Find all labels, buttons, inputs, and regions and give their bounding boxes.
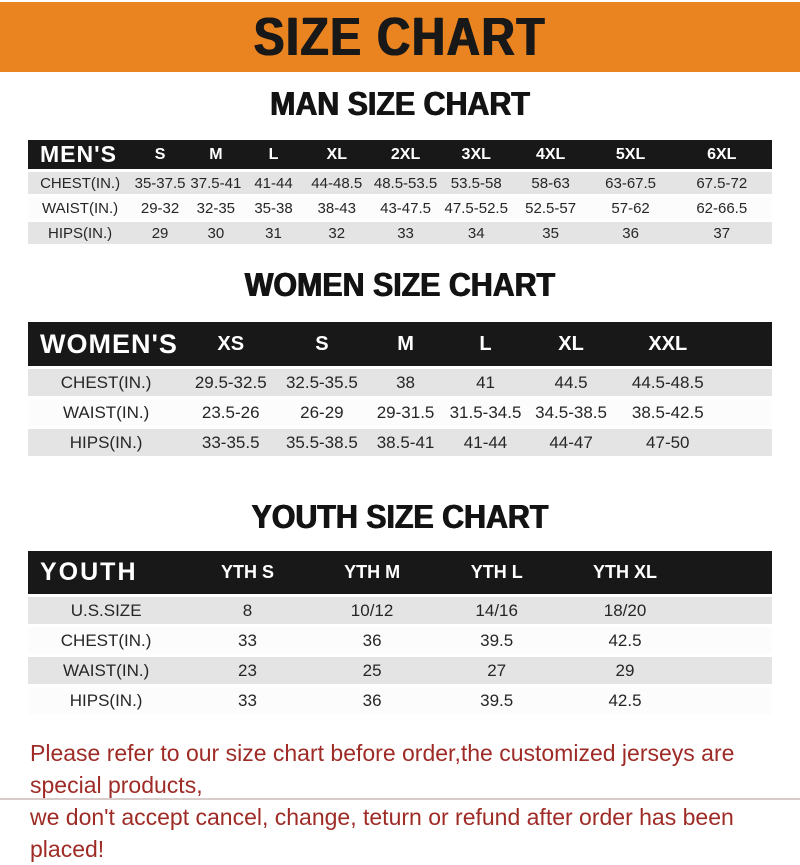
size-cell: 32-35 (188, 197, 244, 219)
women-size-chart-heading: WOMEN SIZE CHART (244, 266, 556, 303)
size-cell: 67.5-72 (672, 172, 773, 194)
row-label: HIPS(IN.) (28, 429, 184, 456)
youth-waist-row (28, 657, 772, 684)
size-cell: 44-48.5 (303, 172, 370, 194)
man-size-chart-heading: MAN SIZE CHART (270, 85, 530, 122)
size-cell: 26-29 (277, 399, 366, 426)
size-cell: 8 (184, 597, 310, 624)
size-cell: 36 (590, 222, 672, 244)
men-size-table (28, 137, 772, 247)
youth-hips-row (28, 687, 772, 714)
youth-column-header: YTH L (433, 551, 559, 594)
spacer-cell (720, 322, 772, 366)
men-column-header: 4XL (512, 140, 590, 169)
spacer-cell (690, 551, 772, 594)
size-cell: 38 (367, 369, 445, 396)
size-cell: 30 (188, 222, 244, 244)
size-cell: 62-66.5 (672, 197, 773, 219)
size-cell: 47-50 (616, 429, 720, 456)
spacer-cell (690, 657, 772, 684)
spacer-cell (720, 369, 772, 396)
size-cell: 31 (244, 222, 304, 244)
men-column-header: M (188, 140, 244, 169)
women-column-header: M (367, 322, 445, 366)
size-cell: 57-62 (590, 197, 672, 219)
women-column-header: XS (184, 322, 277, 366)
spacer-cell (720, 399, 772, 426)
size-cell: 23.5-26 (184, 399, 277, 426)
youth-column-header: YTH M (311, 551, 434, 594)
youth-table-corner-label: YOUTH (28, 551, 184, 594)
banner-title: SIZE CHART (253, 7, 547, 67)
size-chart-page (0, 2, 800, 862)
size-cell: 25 (311, 657, 434, 684)
size-cell: 38.5-41 (367, 429, 445, 456)
row-label: CHEST(IN.) (28, 369, 184, 396)
men-column-header: 6XL (672, 140, 773, 169)
size-cell: 35-38 (244, 197, 304, 219)
men-hips-row (28, 222, 772, 244)
size-cell: 29.5-32.5 (184, 369, 277, 396)
men-column-header: XL (303, 140, 370, 169)
size-cell: 63-67.5 (590, 172, 672, 194)
size-cell: 38-43 (303, 197, 370, 219)
youth-table-header-row (28, 551, 772, 594)
disclaimer-line-1: Please refer to our size chart before order,the customized jerseys are special products, (30, 740, 735, 798)
men-table-corner-label: MEN'S (28, 140, 132, 169)
women-column-header: XL (526, 322, 615, 366)
size-cell: 41-44 (244, 172, 304, 194)
size-cell: 43-47.5 (370, 197, 441, 219)
size-cell: 37 (672, 222, 773, 244)
size-cell: 44.5-48.5 (616, 369, 720, 396)
youth-chest-row (28, 627, 772, 654)
size-cell: 36 (311, 627, 434, 654)
size-cell: 14/16 (433, 597, 559, 624)
row-label: HIPS(IN.) (28, 687, 184, 714)
size-cell: 41-44 (445, 429, 527, 456)
women-chest-row (28, 369, 772, 396)
men-column-header: L (244, 140, 304, 169)
row-label: WAIST(IN.) (28, 657, 184, 684)
size-cell: 47.5-52.5 (441, 197, 512, 219)
men-waist-row (28, 197, 772, 219)
women-column-header: L (445, 322, 527, 366)
size-cell: 35 (512, 222, 590, 244)
spacer-cell (690, 597, 772, 624)
men-column-header: 2XL (370, 140, 441, 169)
size-cell: 35-37.5 (132, 172, 188, 194)
women-column-header: XXL (616, 322, 720, 366)
order-disclaimer (30, 737, 800, 865)
size-chart-banner (0, 2, 800, 72)
youth-column-header: YTH XL (560, 551, 690, 594)
size-cell: 34 (441, 222, 512, 244)
women-waist-row (28, 399, 772, 426)
men-column-header: 5XL (590, 140, 672, 169)
size-cell: 48.5-53.5 (370, 172, 441, 194)
size-cell: 44.5 (526, 369, 615, 396)
youth-size-chart-heading: YOUTH SIZE CHART (251, 498, 549, 535)
size-cell: 33 (370, 222, 441, 244)
size-cell: 33 (184, 687, 310, 714)
row-label: WAIST(IN.) (28, 197, 132, 219)
size-cell: 29 (132, 222, 188, 244)
men-column-header: 3XL (441, 140, 512, 169)
row-label: U.S.SIZE (28, 597, 184, 624)
size-cell: 23 (184, 657, 310, 684)
size-cell: 31.5-34.5 (445, 399, 527, 426)
size-cell: 36 (311, 687, 434, 714)
size-cell: 29-31.5 (367, 399, 445, 426)
size-cell: 52.5-57 (512, 197, 590, 219)
row-label: CHEST(IN.) (28, 627, 184, 654)
size-cell: 42.5 (560, 687, 690, 714)
row-label: HIPS(IN.) (28, 222, 132, 244)
size-cell: 32 (303, 222, 370, 244)
size-cell: 41 (445, 369, 527, 396)
size-cell: 44-47 (526, 429, 615, 456)
women-hips-row (28, 429, 772, 456)
spacer-cell (690, 687, 772, 714)
size-cell: 29-32 (132, 197, 188, 219)
size-cell: 34.5-38.5 (526, 399, 615, 426)
women-size-table (28, 319, 772, 459)
size-cell: 38.5-42.5 (616, 399, 720, 426)
size-cell: 27 (433, 657, 559, 684)
disclaimer-line-2: we don't accept cancel, change, teturn or refund after order has been placed! (30, 804, 734, 862)
size-cell: 33 (184, 627, 310, 654)
spacer-cell (720, 429, 772, 456)
row-label: CHEST(IN.) (28, 172, 132, 194)
size-cell: 35.5-38.5 (277, 429, 366, 456)
women-column-header: S (277, 322, 366, 366)
spacer-cell (690, 627, 772, 654)
size-cell: 33-35.5 (184, 429, 277, 456)
size-cell: 10/12 (311, 597, 434, 624)
women-table-header-row (28, 322, 772, 366)
men-chest-row (28, 172, 772, 194)
size-cell: 32.5-35.5 (277, 369, 366, 396)
size-cell: 18/20 (560, 597, 690, 624)
bottom-divider (0, 798, 800, 800)
size-cell: 58-63 (512, 172, 590, 194)
row-label: WAIST(IN.) (28, 399, 184, 426)
men-table-header-row (28, 140, 772, 169)
size-cell: 39.5 (433, 687, 559, 714)
women-table-corner-label: WOMEN'S (28, 322, 184, 366)
size-cell: 39.5 (433, 627, 559, 654)
size-cell: 53.5-58 (441, 172, 512, 194)
size-cell: 37.5-41 (188, 172, 244, 194)
youth-column-header: YTH S (184, 551, 310, 594)
men-column-header: S (132, 140, 188, 169)
size-cell: 42.5 (560, 627, 690, 654)
youth-size-table (28, 548, 772, 717)
size-cell: 29 (560, 657, 690, 684)
youth-ussize-row (28, 597, 772, 624)
